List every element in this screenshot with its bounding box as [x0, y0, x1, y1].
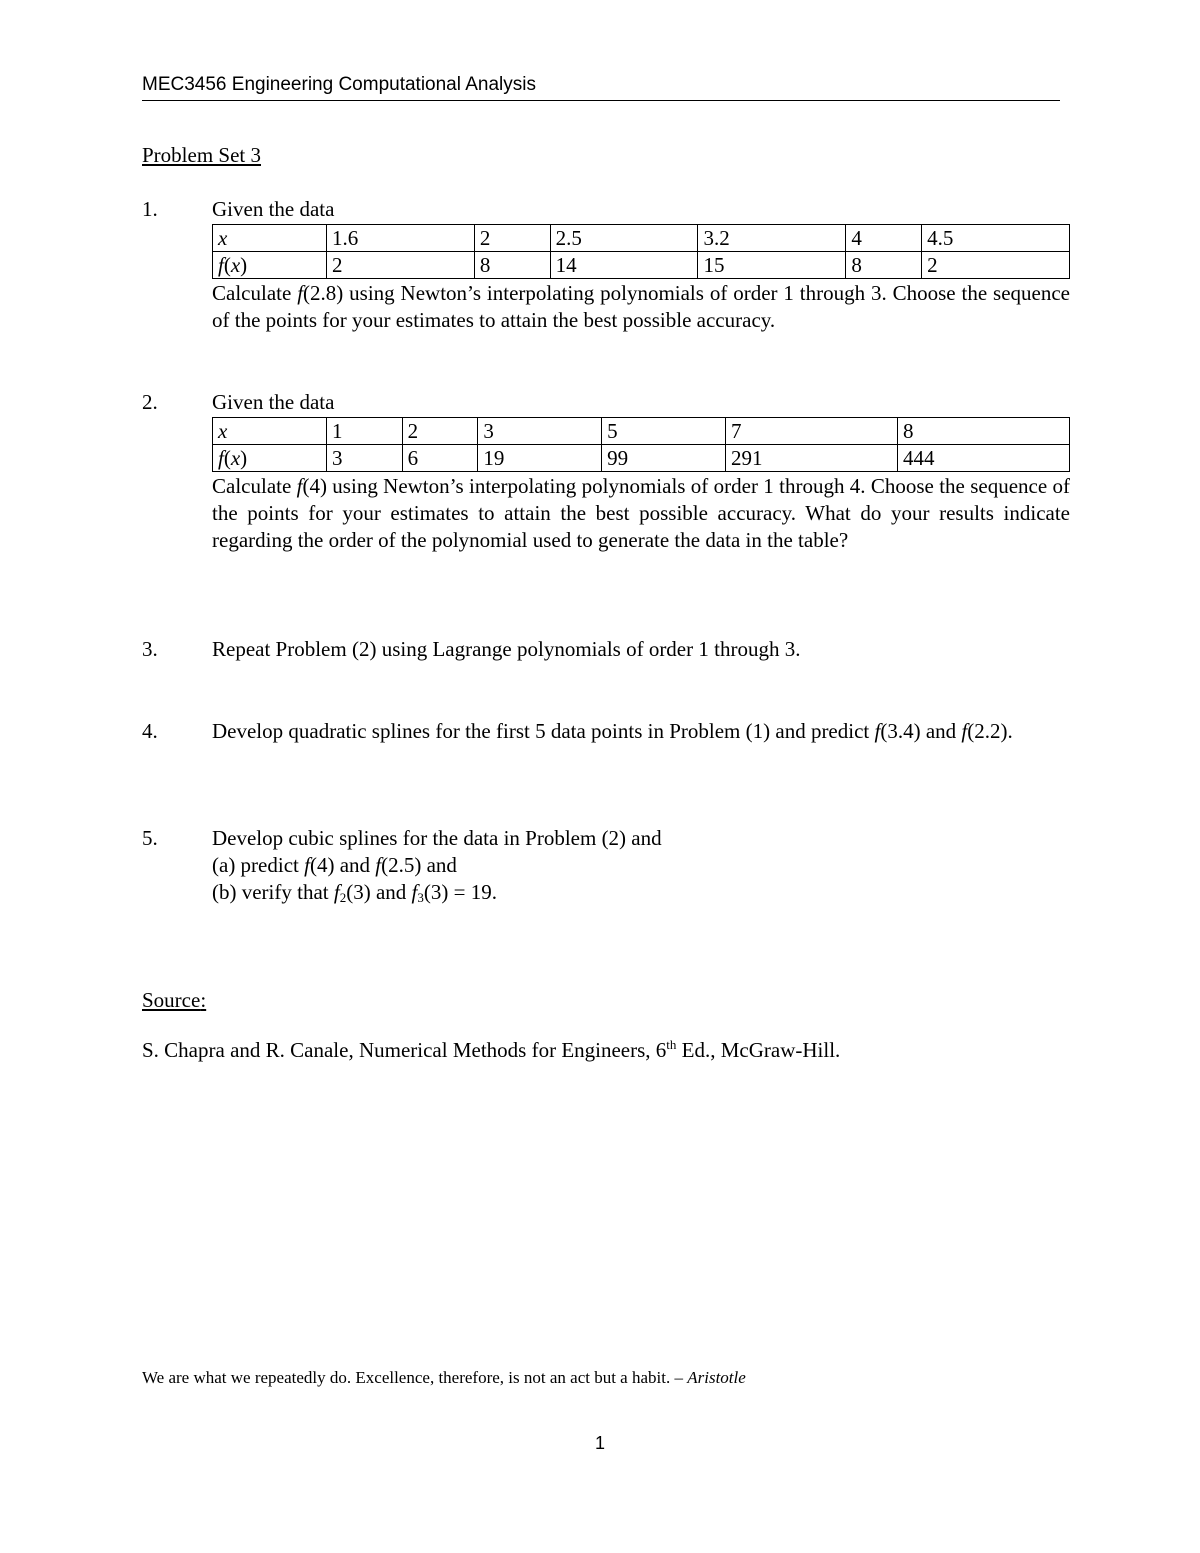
page-header: [142, 74, 1060, 101]
table-cell: 444: [897, 445, 1069, 472]
problem-number: 4.: [142, 719, 158, 743]
table-cell: 14: [550, 252, 698, 279]
problem-statement: Calculate f(2.8) using Newton’s interpolating polynomials of order 1 through 3. Choose the sequence of the points for your estimates to attain the best possible accuracy.: [212, 281, 1070, 332]
problem-number: 1.: [142, 197, 158, 221]
problem-statement: Repeat Problem (2) using Lagrange polynomials of order 1 through 3.: [212, 637, 801, 661]
table-cell: 8: [846, 252, 922, 279]
row-header-fx: f(x): [213, 445, 327, 472]
problem-number: 3.: [142, 637, 158, 661]
table-cell: 19: [478, 445, 602, 472]
table-cell: 1: [327, 418, 403, 445]
data-table: [212, 224, 1070, 279]
problem-2: [142, 389, 1070, 554]
table-cell: 5: [602, 418, 726, 445]
problem-intro: Given the data: [212, 390, 335, 414]
source-citation: S. Chapra and R. Canale, Numerical Methods for Engineers, 6th Ed., McGraw-Hill.: [142, 1037, 841, 1062]
problem-4: [142, 718, 1070, 745]
table-cell: 8: [474, 252, 550, 279]
row-header-fx: f(x): [213, 252, 327, 279]
table-cell: 3: [327, 445, 403, 472]
problem-statement: Calculate f(4) using Newton’s interpolating polynomials of order 1 through 4. Choose the sequence of the points for your estimates to attain the best possible accuracy. What do your results indicate regarding the order of the polynomial used to generate the data in the table?: [212, 474, 1071, 552]
data-table: [212, 417, 1070, 472]
table-cell: 2: [402, 418, 478, 445]
problem-line: (b) verify that $f_2(3)$ and $f_3(3) = 19$.: [212, 880, 497, 905]
problem-line: (a) predict f(4) and f(2.5) and: [212, 853, 457, 877]
table-cell: 7: [726, 418, 898, 445]
table-cell: 4: [846, 225, 922, 252]
table-row-fx: [213, 445, 1070, 472]
problem-1: [142, 196, 1070, 334]
problem-number: 5.: [142, 826, 158, 850]
page-number: 1: [594, 1433, 605, 1453]
problem-line: Develop cubic splines for the data in Problem (2) and: [212, 826, 662, 850]
table-cell: 2: [474, 225, 550, 252]
problem-5: [142, 825, 1070, 911]
table-row-x: [213, 418, 1070, 445]
footer-quote: We are what we repeatedly do. Excellence, therefore, is not an act but a habit. – Aristotle: [142, 1368, 746, 1387]
table-cell: 4.5: [922, 225, 1070, 252]
table-cell: 99: [602, 445, 726, 472]
table-cell: 15: [698, 252, 846, 279]
problem-3: [142, 636, 1070, 663]
table-cell: 2: [922, 252, 1070, 279]
course-title: MEC3456 Engineering Computational Analysis: [142, 74, 536, 95]
row-header-x: x: [213, 225, 327, 252]
problem-number: 2.: [142, 390, 158, 414]
table-cell: 291: [726, 445, 898, 472]
table-cell: 2.5: [550, 225, 698, 252]
table-cell: 6: [402, 445, 478, 472]
table-cell: 2: [327, 252, 475, 279]
table-cell: 1.6: [327, 225, 475, 252]
source-heading: Source:: [142, 988, 207, 1012]
problem-set-title: Problem Set 3: [142, 143, 261, 167]
table-cell: 8: [897, 418, 1069, 445]
row-header-x: x: [213, 418, 327, 445]
table-row-x: [213, 225, 1070, 252]
table-cell: 3: [478, 418, 602, 445]
problem-statement: Develop quadratic splines for the first 5 data points in Problem (1) and predict f(3.4) and f(2.2).: [212, 719, 1013, 743]
problem-intro: Given the data: [212, 197, 335, 221]
table-cell: 3.2: [698, 225, 846, 252]
table-row-fx: [213, 252, 1070, 279]
